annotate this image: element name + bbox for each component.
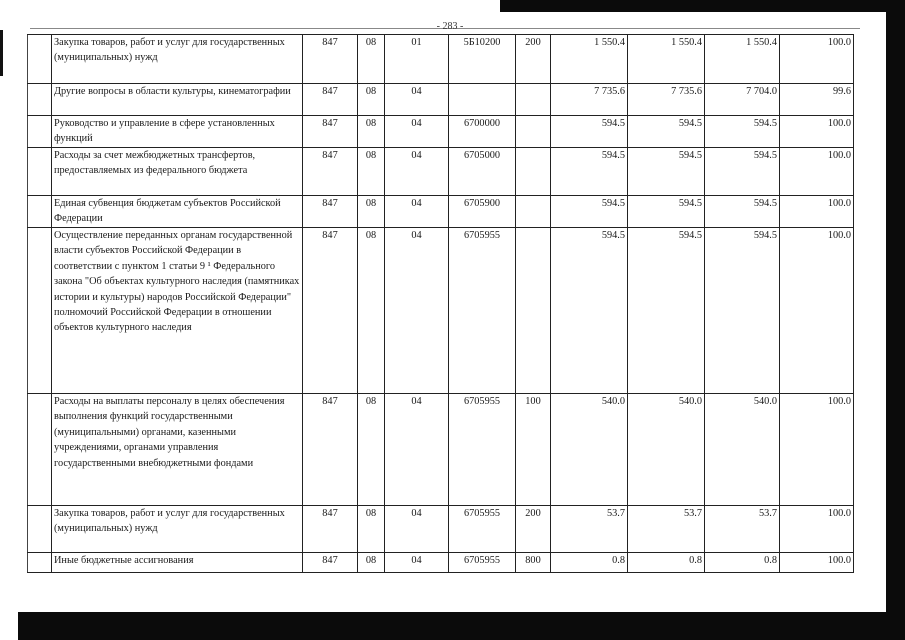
page-number: - 283 -: [436, 21, 464, 32]
planned-amount-cell: 594.5: [628, 228, 705, 394]
target-article-cell: 6700000: [449, 116, 516, 148]
scan-edge-left: [0, 30, 3, 76]
planned-amount-cell: 7 735.6: [628, 84, 705, 116]
expense-type-cell: 200: [516, 506, 551, 553]
expense-name-cell: Осуществление переданных органам государственной власти субъектов Российской Федерации в соответствии с пунктом 1 статьи 9 ¹ Федерального закона "Об объектах культурного наследия (памятниках истории и культуры) народов Российской Федерации" полномочий Российской Федерации в отношении объектов культурного наследия: [52, 228, 303, 394]
ministry-code-cell: 847: [303, 196, 358, 228]
ministry-code-cell: 847: [303, 553, 358, 573]
approved-amount-cell: 53.7: [551, 506, 628, 553]
execution-percent-cell: 100.0: [780, 394, 854, 506]
target-article-cell: 6705955: [449, 553, 516, 573]
approved-amount-cell: 1 550.4: [551, 35, 628, 84]
subsection-code-cell: 04: [385, 553, 449, 573]
subsection-code-cell: 04: [385, 394, 449, 506]
row-spacer-cell: [28, 116, 52, 148]
subsection-code-cell: 01: [385, 35, 449, 84]
ministry-code-cell: 847: [303, 506, 358, 553]
executed-amount-cell: 1 550.4: [705, 35, 780, 84]
execution-percent-cell: 100.0: [780, 148, 854, 196]
row-spacer-cell: [28, 84, 52, 116]
section-code-cell: 08: [358, 148, 385, 196]
section-code-cell: 08: [358, 506, 385, 553]
approved-amount-cell: 594.5: [551, 116, 628, 148]
budget-table: [27, 34, 854, 573]
table-row: [28, 394, 854, 506]
subsection-code-cell: 04: [385, 148, 449, 196]
target-article-cell: [449, 84, 516, 116]
subsection-code-cell: 04: [385, 196, 449, 228]
table-row: [28, 553, 854, 573]
executed-amount-cell: 53.7: [705, 506, 780, 553]
row-spacer-cell: [28, 506, 52, 553]
scan-edge-right: [886, 0, 905, 612]
section-code-cell: 08: [358, 84, 385, 116]
approved-amount-cell: 594.5: [551, 228, 628, 394]
section-code-cell: 08: [358, 394, 385, 506]
ministry-code-cell: 847: [303, 116, 358, 148]
expense-name-cell: Другие вопросы в области культуры, кинематографии: [52, 84, 303, 116]
expense-type-cell: 100: [516, 394, 551, 506]
row-spacer-cell: [28, 35, 52, 84]
executed-amount-cell: 7 704.0: [705, 84, 780, 116]
expense-type-cell: 200: [516, 35, 551, 84]
approved-amount-cell: 594.5: [551, 196, 628, 228]
planned-amount-cell: 53.7: [628, 506, 705, 553]
execution-percent-cell: 100.0: [780, 506, 854, 553]
execution-percent-cell: 100.0: [780, 116, 854, 148]
target-article-cell: 6705955: [449, 394, 516, 506]
executed-amount-cell: 594.5: [705, 116, 780, 148]
table-row: [28, 116, 854, 148]
row-spacer-cell: [28, 394, 52, 506]
section-code-cell: 08: [358, 553, 385, 573]
planned-amount-cell: 594.5: [628, 196, 705, 228]
section-code-cell: 08: [358, 116, 385, 148]
approved-amount-cell: 7 735.6: [551, 84, 628, 116]
executed-amount-cell: 594.5: [705, 228, 780, 394]
subsection-code-cell: 04: [385, 84, 449, 116]
table-row: [28, 196, 854, 228]
execution-percent-cell: 99.6: [780, 84, 854, 116]
expense-type-cell: [516, 196, 551, 228]
approved-amount-cell: 540.0: [551, 394, 628, 506]
target-article-cell: 6705955: [449, 228, 516, 394]
section-code-cell: 08: [358, 35, 385, 84]
table-row: [28, 228, 854, 394]
executed-amount-cell: 0.8: [705, 553, 780, 573]
planned-amount-cell: 0.8: [628, 553, 705, 573]
table-row: [28, 84, 854, 116]
expense-type-cell: [516, 228, 551, 394]
expense-name-cell: Расходы за счет межбюджетных трансфертов, предоставляемых из федерального бюджета: [52, 148, 303, 196]
ministry-code-cell: 847: [303, 35, 358, 84]
section-code-cell: 08: [358, 196, 385, 228]
target-article-cell: 6705955: [449, 506, 516, 553]
expense-type-cell: [516, 148, 551, 196]
ministry-code-cell: 847: [303, 394, 358, 506]
target-article-cell: 5Б10200: [449, 35, 516, 84]
planned-amount-cell: 540.0: [628, 394, 705, 506]
executed-amount-cell: 540.0: [705, 394, 780, 506]
approved-amount-cell: 0.8: [551, 553, 628, 573]
planned-amount-cell: 594.5: [628, 148, 705, 196]
expense-type-cell: [516, 116, 551, 148]
expense-name-cell: Руководство и управление в сфере установленных функций: [52, 116, 303, 148]
row-spacer-cell: [28, 228, 52, 394]
executed-amount-cell: 594.5: [705, 148, 780, 196]
scan-edge-top: [500, 0, 905, 12]
subsection-code-cell: 04: [385, 116, 449, 148]
scan-edge-bottom: [18, 612, 905, 640]
expense-type-cell: 800: [516, 553, 551, 573]
subsection-code-cell: 04: [385, 506, 449, 553]
expense-name-cell: Иные бюджетные ассигнования: [52, 553, 303, 573]
executed-amount-cell: 594.5: [705, 196, 780, 228]
execution-percent-cell: 100.0: [780, 35, 854, 84]
expense-name-cell: Единая субвенция бюджетам субъектов Российской Федерации: [52, 196, 303, 228]
planned-amount-cell: 594.5: [628, 116, 705, 148]
expense-name-cell: Расходы на выплаты персоналу в целях обеспечения выполнения функций государственными (муниципальными) органами, казенными учреждениями, органами управления государственными внебюджетными фондами: [52, 394, 303, 506]
target-article-cell: 6705000: [449, 148, 516, 196]
ministry-code-cell: 847: [303, 148, 358, 196]
planned-amount-cell: 1 550.4: [628, 35, 705, 84]
target-article-cell: 6705900: [449, 196, 516, 228]
row-spacer-cell: [28, 148, 52, 196]
expense-name-cell: Закупка товаров, работ и услуг для государственных (муниципальных) нужд: [52, 506, 303, 553]
table-row: [28, 35, 854, 84]
section-code-cell: 08: [358, 228, 385, 394]
execution-percent-cell: 100.0: [780, 553, 854, 573]
execution-percent-cell: 100.0: [780, 196, 854, 228]
approved-amount-cell: 594.5: [551, 148, 628, 196]
expense-name-cell: Закупка товаров, работ и услуг для государственных (муниципальных) нужд: [52, 35, 303, 84]
subsection-code-cell: 04: [385, 228, 449, 394]
table-row: [28, 506, 854, 553]
ministry-code-cell: 847: [303, 84, 358, 116]
execution-percent-cell: 100.0: [780, 228, 854, 394]
budget-table-body: [28, 35, 854, 573]
ministry-code-cell: 847: [303, 228, 358, 394]
row-spacer-cell: [28, 553, 52, 573]
row-spacer-cell: [28, 196, 52, 228]
table-row: [28, 148, 854, 196]
expense-type-cell: [516, 84, 551, 116]
